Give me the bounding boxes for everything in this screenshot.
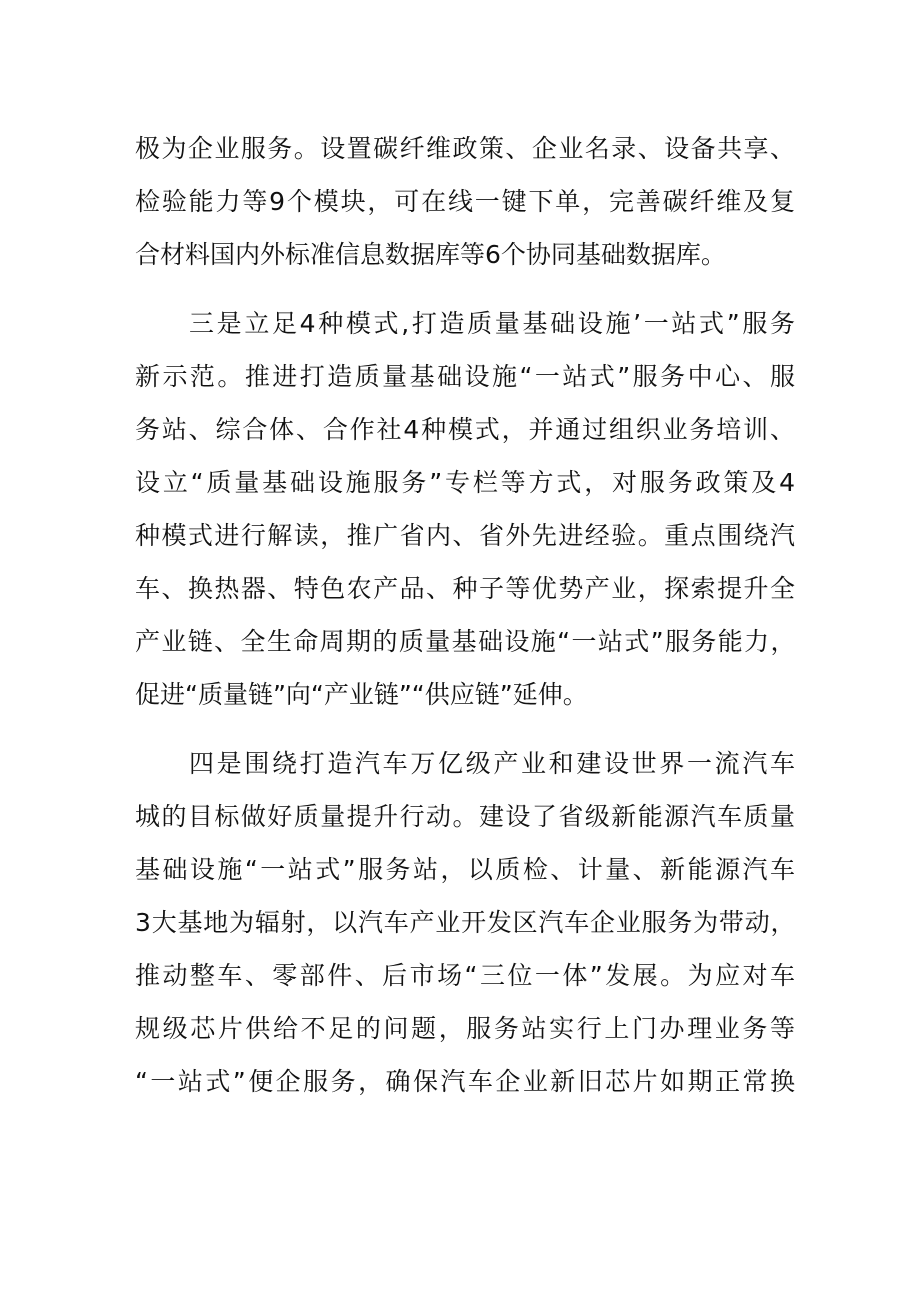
paragraph-gap (135, 721, 795, 737)
text-line: 种模式进行解读，推广省内、省外先进经验。重点围绕汽 (135, 521, 795, 550)
text-line: 促进“质量链”向“产业链”“供应链”延伸。 (135, 680, 588, 709)
document-body (135, 122, 795, 1108)
text-line: 规级芯片供给不足的问题，服务站实行上门办理业务等 (135, 1014, 795, 1043)
text-line: 务站、综合体、合作社4种模式，并通过组织业务培训、 (135, 415, 795, 444)
text-line: 合材料国内外标准信息数据库等6个协同基础数据库。 (135, 240, 726, 269)
text-line: 产业链、全生命周期的质量基础设施“一站式”服务能力， (135, 627, 795, 656)
text-line: 四是围绕打造汽车万亿级产业和建设世界一流汽车 (189, 749, 795, 778)
text-line: “一站式”便企服务，确保汽车企业新旧芯片如期正常换 (135, 1067, 795, 1096)
paragraph-1 (135, 122, 795, 281)
text-line: 设立“质量基础设施服务”专栏等方式，对服务政策及4 (135, 468, 795, 497)
paragraph-3 (135, 737, 795, 1108)
text-line: 极为企业服务。设置碳纤维政策、企业名录、设备共享、 (135, 134, 795, 163)
text-line: 3大基地为辐射，以汽车产业开发区汽车企业服务为带动， (135, 908, 795, 937)
text-line: 新示范。推进打造质量基础设施“一站式”服务中心、服 (135, 362, 795, 391)
paragraph-2 (135, 297, 795, 721)
text-line: 车、换热器、特色农产品、种子等优势产业，探索提升全 (135, 574, 795, 603)
text-line: 三是立足4种模式,打造质量基础设施’一站式”服务 (189, 309, 795, 338)
paragraph-gap (135, 281, 795, 297)
text-line: 城的目标做好质量提升行动。建设了省级新能源汽车质量 (135, 802, 795, 831)
text-line: 推动整车、零部件、后市场“三位一体”发展。为应对车 (135, 961, 795, 990)
text-line: 检验能力等9个模块，可在线一键下单，完善碳纤维及复 (135, 187, 795, 216)
text-line: 基础设施“一站式”服务站，以质检、计量、新能源汽车 (135, 855, 795, 884)
